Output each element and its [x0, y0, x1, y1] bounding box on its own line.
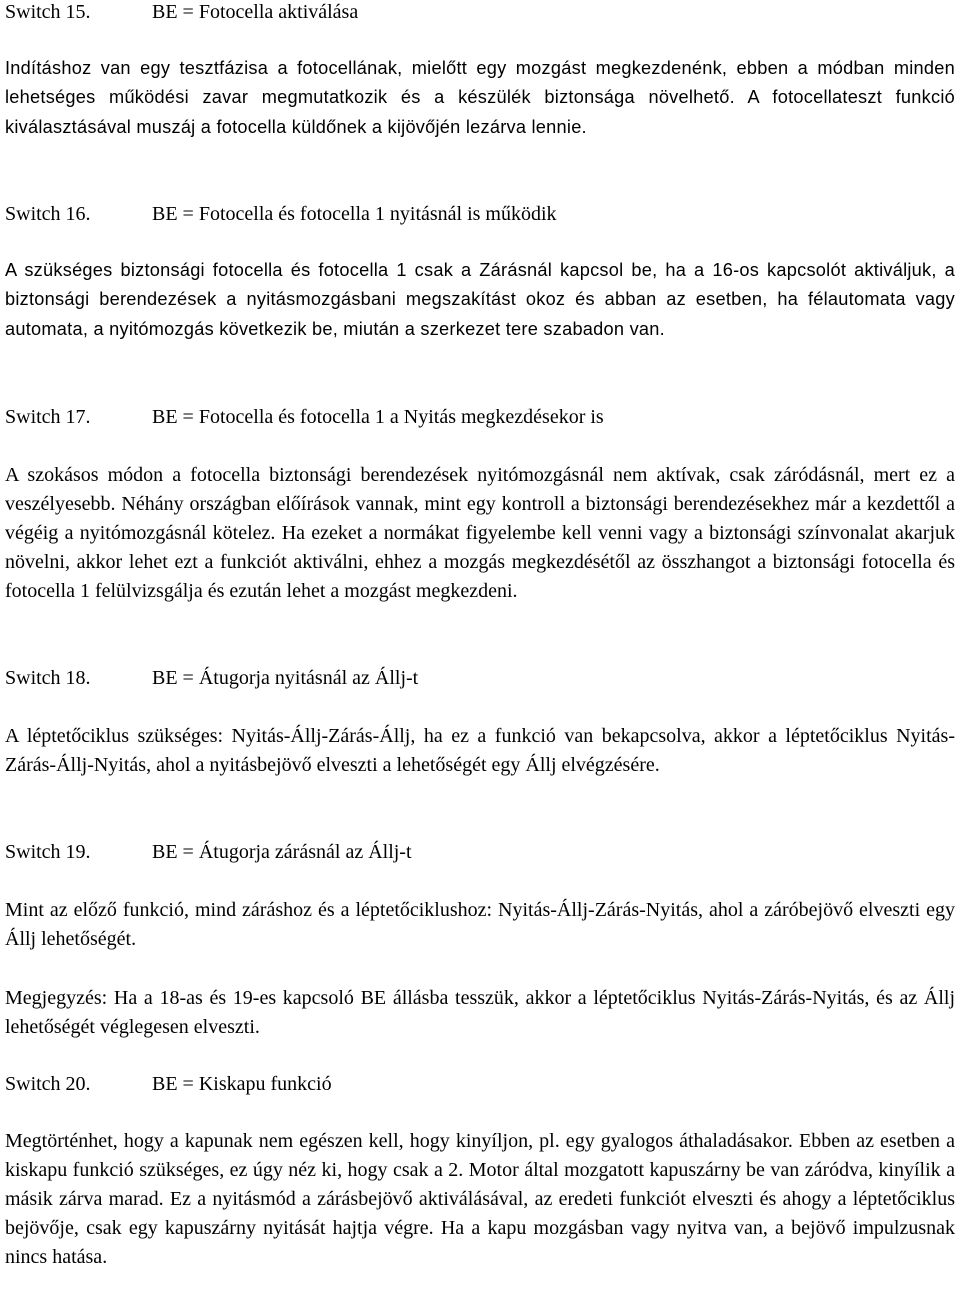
- section-heading-switch-15: [5, 0, 955, 24]
- note-paragraph: Megjegyzés: Ha a 18-as és 19-es kapcsoló BE állásba tesszük, akkor a léptetőciklus Nyitás-Zárás-Nyitás, és az Állj lehetőségét véglegesen elveszti.: [5, 987, 955, 1038]
- section-heading-switch-19: [5, 840, 955, 864]
- section-heading-switch-17: [5, 405, 955, 429]
- section-heading-switch-16: [5, 202, 955, 226]
- switch-number: Switch 19.: [5, 841, 91, 863]
- switch-title: BE = Fotocella aktiválása: [152, 1, 359, 23]
- switch-title: BE = Átugorja nyitásnál az Állj-t: [152, 667, 419, 689]
- paragraph: Megtörténhet, hogy a kapunak nem egészen kell, hogy kinyíljon, pl. egy gyalogos áthaladásakor. Ebben az esetben a kiskapu funkció szükséges, ez úgy néz ki, hogy csak a 2. Motor által mozgatott kapuszárny be van záródva, kinyílik a másik zárva marad. Ez a nyitásmód a zárásbejövő aktiválásával, az eredeti funkciót elveszti és ahogy a léptetőciklus bejövője, csak egy kapuszárny nyitását hajtja végre. Ha a kapu mozgásban vagy nyitva van, a bejövő impulzusnak nincs hatása.: [5, 1130, 955, 1268]
- paragraph: Mint az előző funkció, mind záráshoz és a léptetőciklushoz: Nyitás-Állj-Zárás-Nyitás, ahol a záróbejövő elveszti egy Állj lehetőségét.: [5, 899, 955, 950]
- section-heading-switch-18: [5, 666, 955, 690]
- section-heading-switch-20: [5, 1072, 955, 1096]
- paragraph: A léptetőciklus szükséges: Nyitás-Állj-Zárás-Állj, ha ez a funkció van bekapcsolva, akkor a léptetőciklus Nyitás-Zárás-Állj-Nyitás, ahol a nyitásbejövő elveszti a lehetőségét egy Állj elvégzésére.: [5, 725, 955, 776]
- switch-title: BE = Kiskapu funkció: [152, 1073, 332, 1095]
- switch-number: Switch 15.: [5, 1, 91, 23]
- paragraph: A szokásos módon a fotocella biztonsági berendezések nyitómozgásnál nem aktívak, csak záródásnál, mert ez a veszélyesebb. Néhány országban előírások vannak, mint egy kontroll a biztonsági berendezésekhez már a kezdettől a végéig a nyitómozgásnál kötelez. Ha ezeket a normákat figyelembe kell venni vagy a biztonsági színvonalat akarjuk növelni, akkor lehet ezt a funkciót aktiválni, ehhez a mozgás megkezdésétől az összhangot a biztonsági fotocella és fotocella 1 felülvizsgálja és ezután lehet a mozgást megkezdeni.: [5, 464, 955, 602]
- paragraph: A szükséges biztonsági fotocella és fotocella 1 csak a Zárásnál kapcsol be, ha a 16-os kapcsolót aktiváljuk, a biztonsági berendezések a nyitásmozgásbani megszakítást okoz és abban az esetben, ha félautomata vagy automata, a nyitómozgás következik be, miután a szerkezet tere szabadon van.: [5, 260, 955, 339]
- switch-number: Switch 18.: [5, 667, 91, 689]
- paragraph: Indításhoz van egy tesztfázisa a fotocellának, mielőtt egy mozgást megkezdenénk, ebben a módban minden lehetséges működési zavar megmutatkozik és a készülék biztonsága növelhető. A fotocellateszt funkció kiválasztásával muszáj a fotocella küldőnek a kijövőjén lezárva lennie.: [5, 58, 955, 137]
- switch-title: BE = Átugorja zárásnál az Állj-t: [152, 841, 412, 863]
- switch-number: Switch 17.: [5, 406, 91, 428]
- switch-number: Switch 20.: [5, 1073, 91, 1095]
- switch-number: Switch 16.: [5, 203, 91, 225]
- switch-title: BE = Fotocella és fotocella 1 a Nyitás megkezdésekor is: [152, 406, 604, 428]
- switch-title: BE = Fotocella és fotocella 1 nyitásnál is működik: [152, 203, 557, 225]
